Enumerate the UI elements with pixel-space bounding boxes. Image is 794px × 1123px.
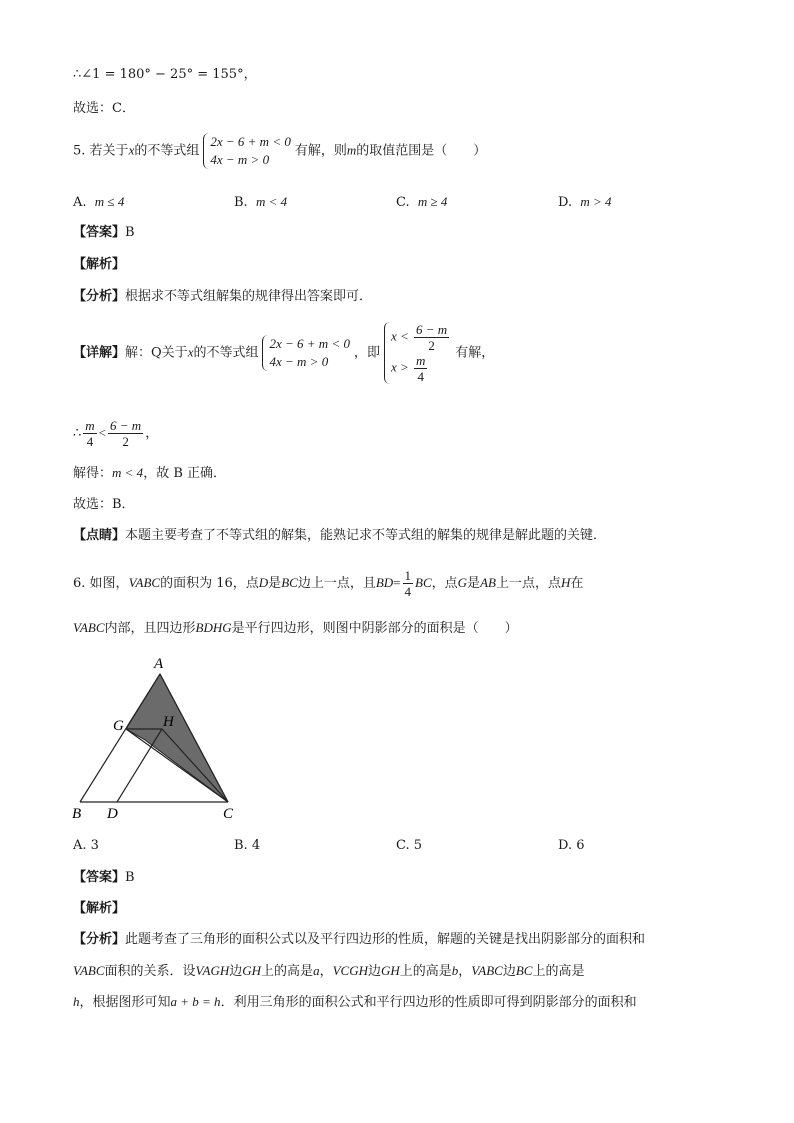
q6-fenxi-line3: h，根据图形可知a + b = h．利用三角形的面积公式和平行四边形的性质即可得到阴影部分的面积和 (73, 994, 637, 1010)
q6-answer: 【答案】B (73, 870, 135, 885)
solution-choice-c: 故选：C． (73, 101, 135, 116)
q5-option-d: D. m > 4 (558, 194, 612, 210)
label-b: B (72, 806, 82, 822)
question-6-stem-line2: VABC内部，且四边形BDHG是平行四边形，则图中阴影部分的面积是（ ） (73, 620, 518, 636)
label-h: H (163, 714, 174, 730)
q5-xiangjie: 【详解】解：Q关于x的不等式组 2x − 6 + m < 0 4x − m > 0 ，即 x < $\frac{6 - m}{2}$ x > $\frac{m}{4}$ 有解， (73, 322, 495, 384)
solution-system: x < $\frac{6 - m}{2}$ x > $\frac{m}{4}$ (384, 322, 451, 384)
q6-option-a: A. 3 (73, 838, 99, 853)
q6-option-b: B. 4 (234, 838, 261, 853)
question-6-stem-line1: 6. 如图，VABC的面积为 16，点D是BC边上一点，且BD= $\frac{1}{4}$ BC，点G是AB上一点，点H在 (73, 568, 584, 599)
q5-answer: 【答案】B (73, 225, 135, 240)
q5-fenxi: 【分析】根据求不等式组解集的规律得出答案即可． (73, 289, 373, 304)
q5-fraction-inequality: ∴ $\frac{m}{4}$ < $\frac{6 - m}{2}$ ， (73, 418, 159, 449)
q6-fenxi-line2: VABC面积的关系．设VAGH边GH上的高是a，VCGH边GH上的高是b，VABC边BC上的高是 (73, 963, 585, 979)
q6-jiexi-heading: 【解析】 (73, 901, 126, 916)
label-d: D (107, 806, 118, 822)
q5-choose: 故选：B． (73, 497, 135, 512)
q6-fenxi-line1: 【分析】此题考查了三角形的面积公式以及平行四边形的性质，解题的关键是找出阴影部分的面积和 (73, 932, 646, 947)
inequality-system: 2x − 6 + m < 0 4x − m > 0 (203, 133, 290, 169)
q5-option-b: B. m < 4 (234, 194, 288, 210)
q5-option-a: A. m ≤ 4 (73, 194, 125, 210)
segment-hd (117, 729, 162, 802)
q5-jiexi-heading: 【解析】 (73, 257, 126, 272)
q6-option-d: D. 6 (558, 838, 585, 853)
q5-option-c: C. m ≥ 4 (396, 194, 448, 210)
solution-line-angle: ∴∠1 = 180° − 25° = 155°， (73, 67, 257, 82)
q5-dianjing: 【点睛】本题主要考查了不等式组的解集，能熟记求不等式组的解集的规律是解此题的关键． (73, 528, 607, 543)
shaded-region (126, 674, 228, 802)
question-5-stem: 5. 若关于x的不等式组 2x − 6 + m < 0 4x − m > 0 有解，则m的取值范围是（ ） (73, 134, 487, 167)
triangle-figure (66, 648, 256, 824)
q6-option-c: C. 5 (396, 838, 423, 853)
label-g: G (113, 718, 124, 734)
label-c: C (223, 806, 234, 822)
label-a: A (154, 656, 164, 672)
q5-solve: 解得：m < 4，故 B 正确． (73, 465, 227, 481)
